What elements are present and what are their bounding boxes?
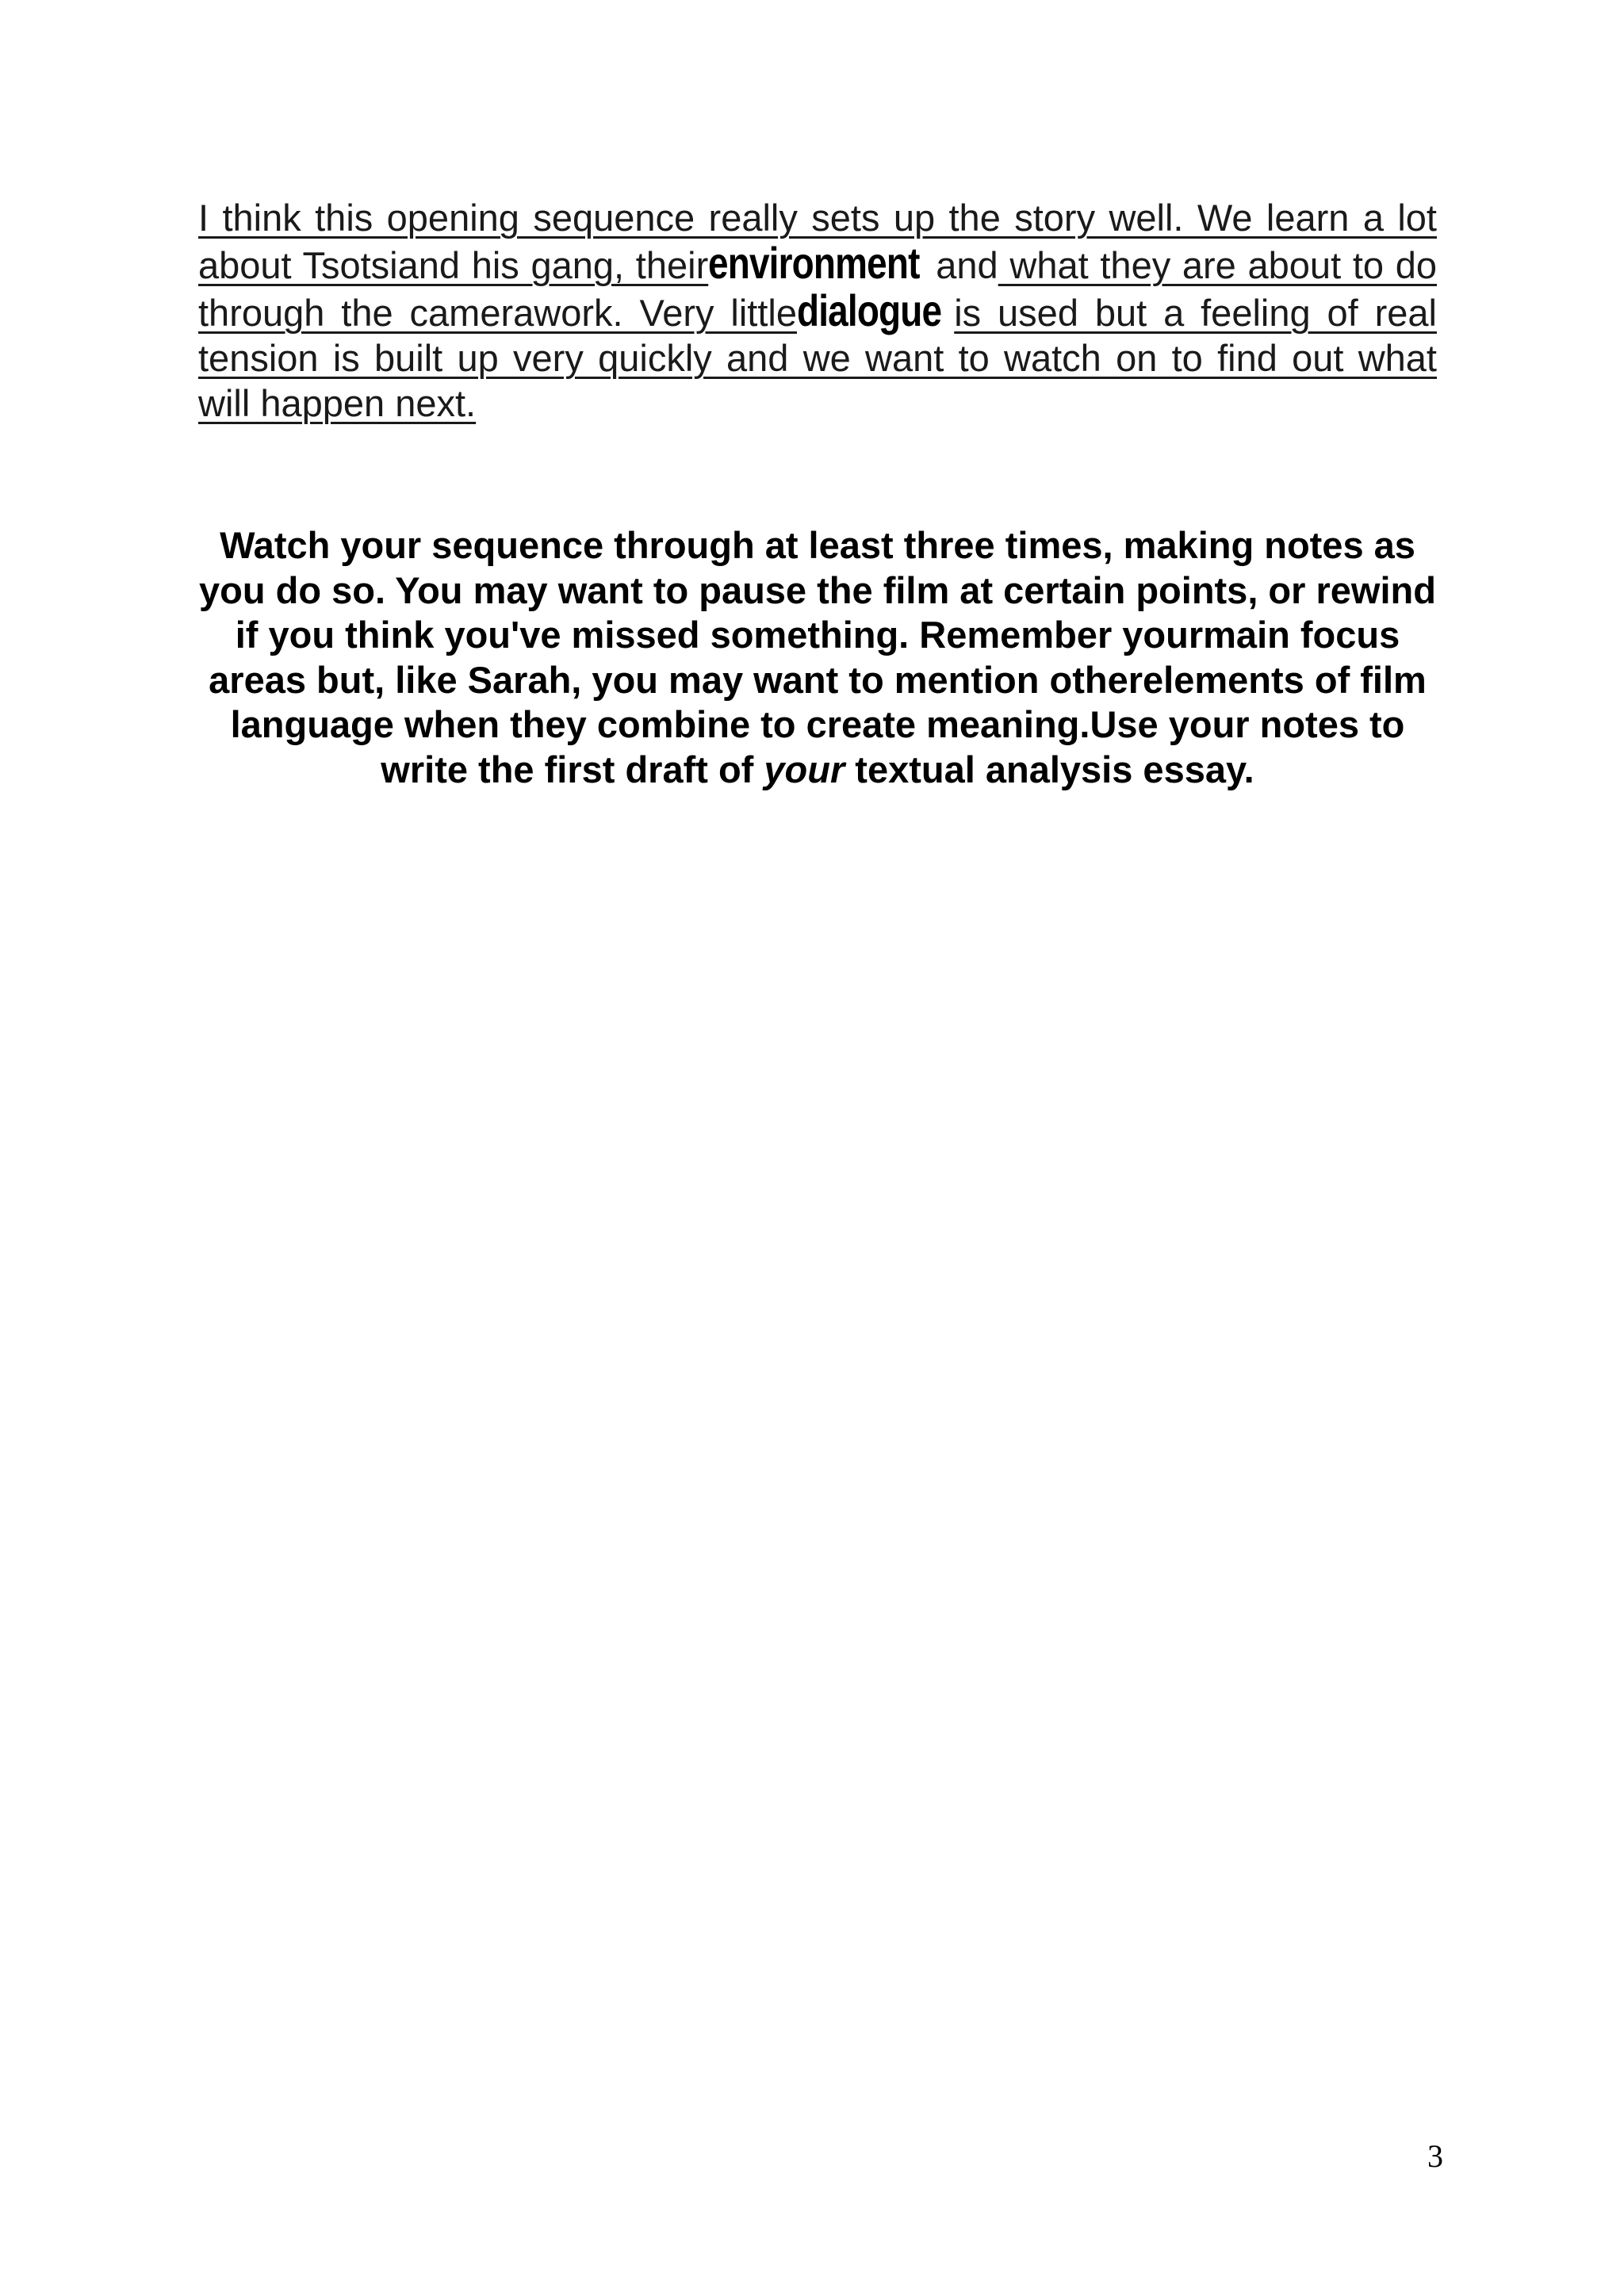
essay-text-3: what they are about to do through the camerawork. Very little bbox=[198, 244, 1437, 334]
keyword-dialogue: dialogue bbox=[796, 285, 942, 335]
sample-analysis-paragraph bbox=[198, 195, 1437, 426]
instructions-text-2: textual analysis essay. bbox=[845, 748, 1254, 790]
instructions-text-1: Watch your sequence through at least three times, making notes as you do so. You may want to pause the film at certain points, or rewind if you think you've missed something. Remember yourmain focus areas but, like Sarah, you may want to mention otherelements of film language when they combine to create meaning.Use your notes to write the first draft of bbox=[199, 524, 1436, 790]
essay-text-4: is used but a feeling of real tension is built up very quickly and we want to watch on to find out what will happen next. bbox=[198, 292, 1437, 424]
keyword-environment: environment bbox=[708, 238, 920, 288]
task-instructions bbox=[198, 523, 1437, 792]
page-number: 3 bbox=[1427, 2138, 1443, 2174]
essay-text-2: and bbox=[936, 244, 998, 286]
essay-text-1: I think this opening sequence really sets up the story well. We learn a lot about Tsotsiand his gang, their bbox=[198, 197, 1437, 286]
instructions-emphasis: your bbox=[764, 748, 845, 790]
